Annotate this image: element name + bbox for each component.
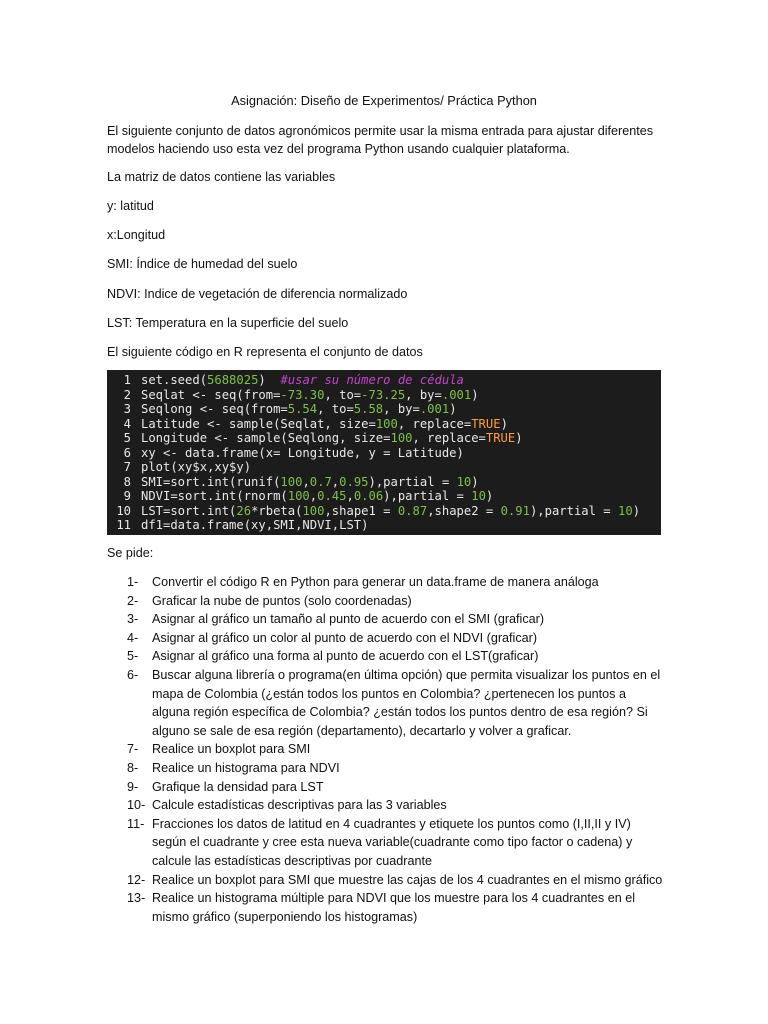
r-code-block: [107, 370, 661, 535]
code-line: [107, 373, 661, 388]
code-line-content: [141, 431, 523, 446]
list-item-number: 5-: [127, 649, 139, 664]
code-line-content: [141, 388, 479, 403]
code-token: , replace=: [397, 416, 472, 431]
code-token: ): [449, 402, 457, 416]
code-token: .001: [441, 387, 472, 402]
code-token: NDVI=sort.int(rnorm(: [141, 489, 288, 503]
code-line: [107, 402, 661, 417]
list-item-number: 12-: [127, 872, 146, 887]
code-line-number: 1: [123, 373, 131, 387]
code-token: ,: [302, 474, 310, 489]
code-token: ): [471, 474, 479, 489]
code-token: ): [471, 387, 479, 402]
list-item-text: Convertir el código R en Python para generar un data.frame de manera análoga: [152, 575, 599, 589]
code-token: , by=: [405, 387, 442, 402]
code-token: 10: [456, 474, 472, 489]
list-item-text: Calcule estadísticas descriptivas para las 3 variables: [152, 798, 447, 813]
list-item-number: 4-: [127, 630, 139, 645]
code-token: Longitude <- sample(Seqlong, size=: [141, 431, 391, 445]
list-item-number: 9-: [127, 779, 139, 794]
code-token: Seqlong <- seq(from=: [141, 402, 288, 416]
code-intro: El siguiente código en R representa el conjunto de datos: [107, 345, 423, 359]
code-token: ): [632, 503, 641, 518]
code-token: ,shape1 =: [324, 503, 398, 518]
code-token: , to=: [324, 387, 362, 402]
code-line-content: [141, 518, 368, 533]
code-line: [107, 417, 661, 432]
code-token: 0.91: [500, 503, 530, 518]
list-item-text: Grafique la densidad para LST: [152, 779, 324, 794]
code-token: ),partial =: [368, 474, 457, 489]
code-token: 100: [287, 489, 310, 503]
list-item-text: Graficar la nube de puntos (solo coordenadas): [152, 593, 412, 608]
code-line: [107, 446, 661, 461]
code-line-number: 2: [123, 387, 131, 402]
code-token: ): [500, 416, 508, 431]
code-token: 5.54: [287, 402, 318, 416]
code-line-content: [141, 373, 464, 388]
code-line: [107, 388, 661, 403]
list-item: [107, 740, 667, 759]
code-token: *rbeta(: [251, 503, 303, 518]
list-item: [107, 666, 667, 740]
code-token: #usar su número de cédula: [280, 373, 464, 387]
variable-lst: LST: Temperatura en la superficie del suelo: [107, 316, 349, 330]
code-token: df1=data.frame(xy,SMI,NDVI,LST): [141, 518, 369, 532]
code-line-content: [141, 417, 508, 432]
list-item: [107, 815, 667, 871]
variable-y: y: latitud: [107, 199, 154, 213]
code-line: [107, 518, 661, 533]
code-line-number: 3: [123, 402, 131, 416]
code-line-content: [141, 460, 251, 475]
code-token: , replace=: [412, 431, 486, 445]
code-token: ): [258, 373, 281, 387]
list-item-text: Fracciones los datos de latitud en 4 cuadrantes y etiquete los puntos como (I,II,II y IV) según el cuadrante y cree esta nueva variable(cuadrante como tipo factor o cadena) y calcule las estadísticas descriptivas por cuadrante: [152, 816, 633, 868]
list-item-number: 1-: [127, 575, 139, 589]
code-token: ,: [346, 489, 354, 503]
list-item-text: Asignar al gráfico un color al punto de acuerdo con el NDVI (graficar): [152, 630, 538, 645]
code-token: TRUE: [485, 431, 516, 445]
code-token: 0.45: [317, 489, 347, 503]
list-item: [107, 778, 667, 797]
task-list: [107, 573, 667, 926]
code-line-content: [141, 504, 640, 519]
list-item-text: Realice un boxplot para SMI que muestre las cajas de los 4 cuadrantes en el mismo gráfico: [152, 872, 663, 887]
code-token: 100: [375, 416, 398, 431]
code-token: ,: [331, 474, 340, 489]
se-pide-heading: Se pide:: [107, 546, 154, 560]
code-token: 0.06: [353, 489, 384, 503]
code-token: ,: [309, 489, 318, 503]
code-token: LST=sort.int(: [141, 503, 237, 518]
code-token: ): [515, 431, 523, 445]
code-token: ),partial =: [383, 489, 472, 503]
code-line-number: 7: [123, 460, 131, 474]
code-line-number: 11: [116, 518, 131, 532]
document-title: Asignación: Diseño de Experimentos/ Práctica Python: [231, 93, 537, 108]
list-item-number: 11-: [127, 816, 145, 831]
code-line: [107, 475, 661, 490]
list-item-text: Realice un histograma para NDVI: [152, 760, 340, 775]
list-item-number: 6-: [127, 667, 139, 682]
code-token: ,shape2 =: [427, 503, 501, 518]
code-token: , to=: [317, 402, 354, 416]
code-token: -73.25: [361, 387, 406, 402]
code-token: set.seed(: [141, 373, 208, 387]
code-token: xy <- data.frame(x= Longitude, y = Latitude): [141, 445, 464, 460]
code-line-content: [141, 446, 464, 461]
code-token: 100: [280, 474, 303, 489]
code-token: 10: [471, 489, 486, 503]
code-token: 0.87: [397, 503, 428, 518]
list-item: [107, 889, 667, 926]
list-item-number: 10-: [127, 798, 146, 813]
code-token: .001: [419, 402, 450, 416]
code-token: ): [485, 489, 494, 503]
code-line-content: [141, 402, 457, 417]
code-token: 5688025: [207, 373, 259, 387]
list-item-text: Realice un histograma múltiple para NDVI que los muestre para los 4 cuadrantes en el mismo gráfico (superponiendo los histogramas): [152, 891, 636, 924]
list-item: [107, 871, 667, 890]
list-item-text: Buscar alguna librería o programa(en última opción) que permita visualizar los puntos en el mapa de Colombia (¿están todos los puntos en Colombia? ¿pertenecen los puntos a alguna región específica de Colombia? ¿están todos los puntos dentro de esa región? Si alguno se sale de esa región (departamento), decartarlo y volver a graficar.: [152, 667, 661, 738]
list-item-number: 2-: [127, 593, 139, 608]
code-token: 10: [618, 503, 633, 518]
code-token: plot(xy$x,xy$y): [141, 460, 252, 474]
code-line: [107, 489, 661, 504]
list-item-number: 3-: [127, 612, 139, 627]
intro-paragraph: El siguiente conjunto de datos agronómicos permite usar la misma entrada para ajustar diferentes modelos haciendo uso esta vez del programa Python usando cualquier plataforma.: [107, 124, 654, 156]
code-line-number: 9: [123, 489, 131, 503]
code-line-content: [141, 475, 479, 490]
code-token: 100: [302, 503, 325, 518]
list-item-number: 13-: [127, 891, 146, 906]
list-item-text: Realice un boxplot para SMI: [152, 742, 311, 757]
list-item: [107, 796, 667, 815]
code-line-number: 6: [123, 445, 131, 460]
variable-x: x:Longitud: [107, 228, 166, 242]
code-token: 0.95: [339, 474, 369, 489]
list-item-text: Asignar al gráfico un tamaño al punto de acuerdo con el SMI (graficar): [152, 612, 545, 627]
code-token: , by=: [383, 402, 420, 416]
list-item: [107, 573, 667, 592]
code-token: Latitude <- sample(Seqlat, size=: [141, 416, 376, 431]
list-item: [107, 592, 667, 611]
list-item-number: 8-: [127, 760, 139, 775]
list-item: [107, 629, 667, 648]
code-line: [107, 460, 661, 475]
list-item: [107, 610, 667, 629]
code-line-number: 10: [116, 503, 131, 518]
code-token: 0.7: [309, 474, 332, 489]
code-token: 5.58: [353, 402, 384, 416]
code-token: 26: [236, 503, 252, 518]
code-token: Seqlat <- seq(from=: [141, 387, 281, 402]
matrix-intro: La matriz de datos contiene las variables: [107, 170, 336, 184]
list-item-text: Asignar al gráfico una forma al punto de acuerdo con el LST(graficar): [152, 649, 539, 664]
code-line-content: [141, 489, 493, 504]
code-token: TRUE: [471, 416, 501, 431]
code-token: SMI=sort.int(runif(: [141, 474, 281, 489]
variable-smi: SMI: Índice de humedad del suelo: [107, 257, 298, 271]
code-line: [107, 504, 661, 519]
code-token: 100: [390, 431, 413, 445]
code-token: ),partial =: [529, 503, 618, 518]
list-item: [107, 759, 667, 778]
variable-ndvi: NDVI: Indice de vegetación de diferencia normalizado: [107, 287, 408, 301]
code-line-number: 8: [123, 474, 131, 489]
code-line-number: 4: [123, 416, 131, 431]
list-item-number: 7-: [127, 742, 139, 757]
list-item: [107, 647, 667, 666]
code-line: [107, 431, 661, 446]
code-token: -73.30: [280, 387, 325, 402]
code-line-number: 5: [123, 431, 131, 445]
